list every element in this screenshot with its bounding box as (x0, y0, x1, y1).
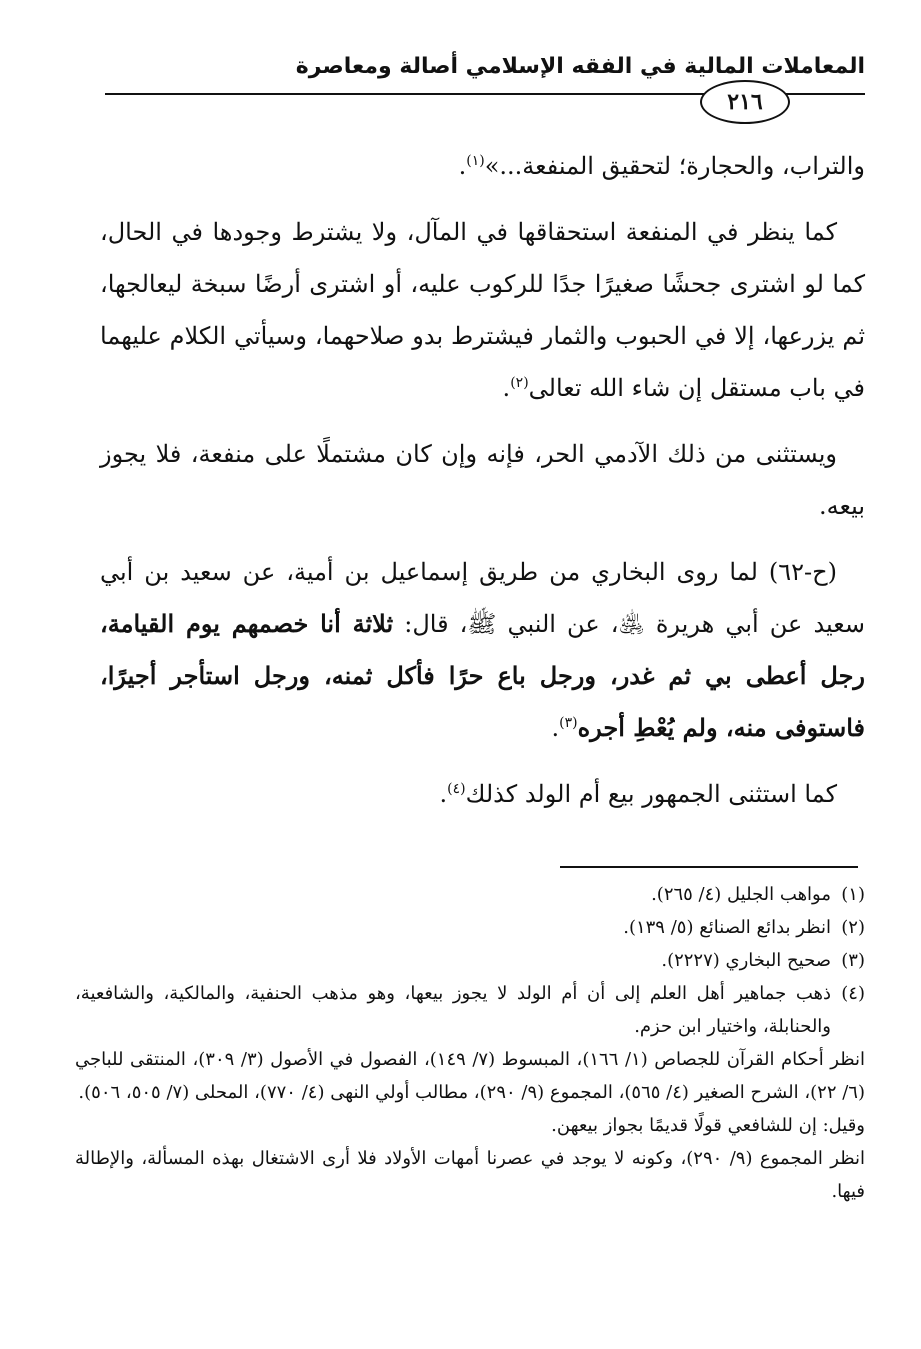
paragraph-5-text: كما استثنى الجمهور بيع أم الولد كذلك (465, 780, 837, 808)
running-header-title: المعاملات المالية في الفقه الإسلامي أصالة ومعاصرة (295, 54, 865, 79)
footnote-1 (75, 878, 865, 911)
footnote-ref-1: (١) (466, 153, 485, 169)
footnote-separator (560, 866, 858, 868)
footnote-number: (١) (841, 884, 865, 905)
main-text (100, 140, 865, 820)
footnote-ref-4: (٤) (447, 781, 466, 797)
footnote-ref-2: (٢) (510, 375, 529, 391)
footnote-3 (75, 944, 865, 977)
footnote-number: (٢) (841, 917, 865, 938)
footnote-4-conclusion: انظر المجموع (٩/ ٢٩٠)، وكونه لا يوجد في عصرنا أمهات الأولاد فلا أرى الاشتغال بهذه المسألة، والإطالة فيها. (75, 1148, 865, 1202)
paragraph-5-end: . (439, 780, 448, 808)
paragraph-4 (100, 546, 865, 754)
footnote-text: انظر بدائع الصنائع (٥/ ١٣٩). (623, 917, 831, 938)
paragraph-1 (100, 140, 865, 192)
footnote-text: صحيح البخاري (٢٢٢٧). (661, 950, 831, 971)
footnote-4 (75, 977, 865, 1043)
page-number-badge: ٢١٦ (700, 80, 790, 124)
footnote-4-note: وقيل: إن للشافعي قولًا قديمًا بجواز بيعهن. (551, 1115, 865, 1136)
paragraph-2-end: . (502, 374, 511, 402)
paragraph-2-text: كما ينظر في المنفعة استحقاقها في المآل، ولا يشترط وجودها في الحال، كما لو اشترى جحشًا صغيرًا جدًا للركوب عليه، أو اشترى أرضًا سبخة ليعالجها، ثم يزرعها، إلا في الحبوب والثمار فيشترط بدو صلاحهما، وسيأتي الكلام عليهما في باب مستقل إن شاء الله تعالى (100, 218, 865, 402)
paragraph-1-text: والتراب، والحجارة؛ لتحقيق المنفعة...» (484, 152, 865, 180)
footnote-number: (٣) (841, 950, 865, 971)
footnote-number: (٤) (841, 983, 865, 1004)
footnote-4-references: انظر أحكام القرآن للجصاص (١/ ١٦٦)، المبسوط (٧/ ١٤٩)، الفصول في الأصول (٣/ ٣٠٩)، المنتقى للباجي (٦/ ٢٢)، الشرح الصغير (٤/ ٥٦٥)، المجموع (٩/ ٢٩٠)، مطالب أولي النهى (٤/ ٧٧٠)، المحلى (٧/ ٥٠٥، ٥٠٦). (75, 1049, 865, 1103)
footnote-text: مواهب الجليل (٤/ ٢٦٥). (651, 884, 831, 905)
footnote-ref-3: (٣) (559, 715, 578, 731)
hadith-intro: (ح-٦٢) لما روى البخاري من طريق إسماعيل بن أمية، عن سعيد بن أبي سعيد عن أبي هريرة ﵁، عن النبي ﷺ، قال: (100, 558, 865, 638)
paragraph-3: ويستثنى من ذلك الآدمي الحر، فإنه وإن كان مشتملًا على منفعة، فلا يجوز بيعه. (100, 440, 865, 520)
footnotes (75, 878, 865, 1208)
footnote-text: ذهب جماهير أهل العلم إلى أن أم الولد لا يجوز بيعها، وهو مذهب الحنفية، والمالكية، والشافعية، والحنابلة، واختيار ابن حزم. (75, 983, 831, 1037)
footnote-2 (75, 911, 865, 944)
paragraph-4-end: . (551, 714, 560, 742)
paragraph-2 (100, 206, 865, 414)
hadith-text: ثلاثة أنا خصمهم يوم القيامة، رجل أعطى بي ثم غدر، ورجل باع حرًا فأكل ثمنه، ورجل استأجر أجيرًا، فاستوفى منه، ولم يُعْطِ أجره (100, 609, 865, 742)
paragraph-5 (100, 768, 865, 820)
paragraph-1-end: . (458, 152, 467, 180)
